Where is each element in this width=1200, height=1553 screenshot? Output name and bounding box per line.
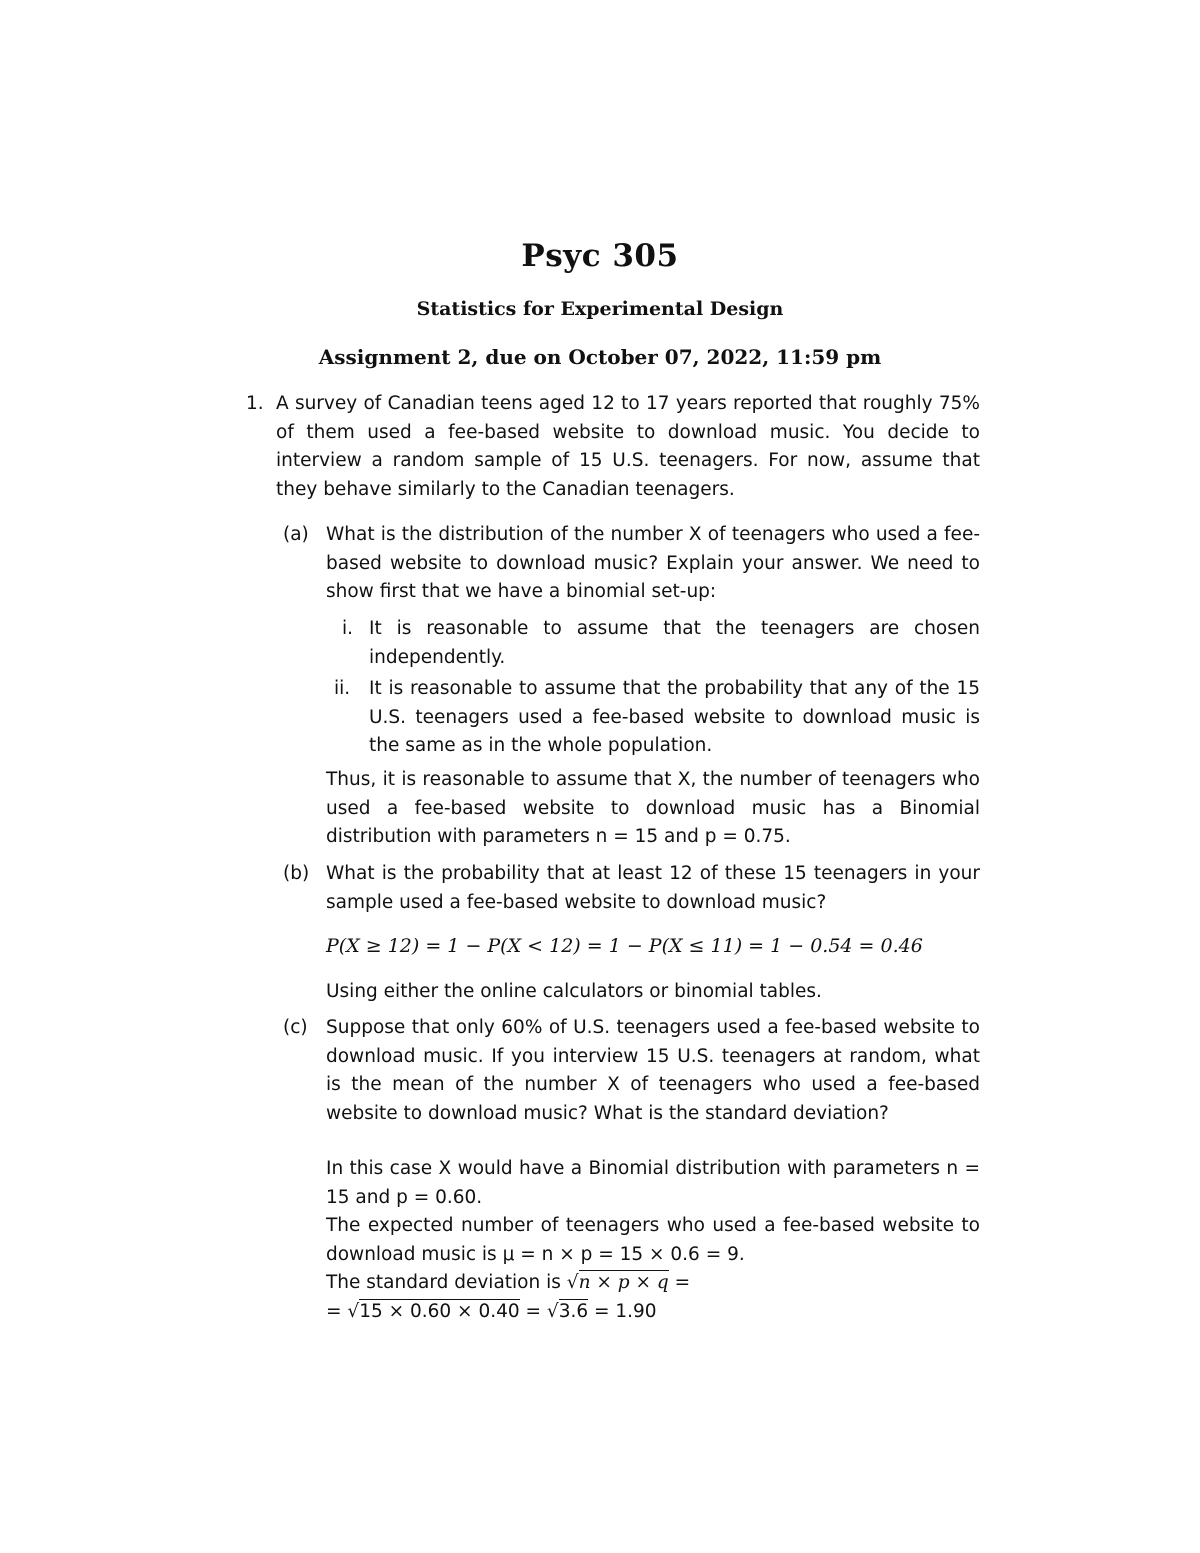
page-title: Psyc 305	[521, 238, 679, 274]
sd-root-2: 15 × 0.60 × 0.40	[359, 1301, 520, 1322]
part-a-question: What is the distribution of the number X of teenagers who used a fee-based website to download music? Explain your answer. We need to show first that we have a binomial set-up:	[326, 524, 980, 602]
part-c-label: (c)	[283, 1017, 308, 1038]
part-c-question: Suppose that only 60% of U.S. teenagers used a fee-based website to download music. If you interview 15 U.S. teenagers at random, what is the mean of the number X of teenagers who used a fee-based website to download music? What is the standard deviation?	[326, 1017, 980, 1124]
part-c-expected: The expected number of teenagers who used a fee-based website to download music is μ = n × p = 15 × 0.6 = 9.	[326, 1215, 980, 1265]
assignment-heading: Assignment 2, due on October 07, 2022, 11:59 pm	[318, 345, 882, 369]
sd-line2-prefix: =	[326, 1301, 348, 1322]
probability-equation: P(X ≥ 12) = 1 − P(X < 12) = 1 − P(X ≤ 11) = 1 − 0.54 = 0.46	[326, 935, 923, 957]
sd-eq: =	[668, 1272, 691, 1293]
question-text: A survey of Canadian teens aged 12 to 17 years reported that roughly 75% of them used a fee-based website to download music. You decide to interview a random sample of 15 U.S. teenagers. For now, assume that they behave similarly to the Canadian teenagers.	[276, 393, 980, 500]
sqrt-sign-icon: √	[347, 1301, 360, 1322]
sd-line-2	[326, 1298, 980, 1327]
part-c-case: In this case X would have a Binomial distribution with parameters n = 15 and p = 0.60.	[326, 1158, 980, 1208]
item-ii-label: ii.	[334, 678, 351, 699]
part-a-answer: Thus, it is reasonable to assume that X, the number of teenagers who used a fee-based website to download music has a Binomial distribution with parameters n = 15 and p = 0.75.	[326, 769, 980, 847]
sd-result: = 1.90	[588, 1301, 657, 1322]
sd-root-1: n × p × q	[578, 1272, 669, 1293]
sqrt-sign-icon: √	[566, 1272, 579, 1293]
part-a-label: (a)	[283, 524, 309, 545]
sqrt-sign-icon: √	[546, 1301, 559, 1322]
item-i-label: i.	[342, 618, 354, 639]
item-i-text: It is reasonable to assume that the teenagers are chosen independently.	[369, 618, 980, 668]
part-b-question: What is the probability that at least 12 of these 15 teenagers in your sample used a fee-based website to download music?	[326, 863, 980, 913]
question-number: 1.	[246, 393, 264, 414]
sd-mid: =	[519, 1301, 547, 1322]
course-subtitle: Statistics for Experimental Design	[416, 298, 784, 320]
sd-intro: The standard deviation is	[326, 1272, 567, 1293]
sd-root-3: 3.6	[558, 1301, 589, 1322]
part-b-note: Using either the online calculators or binomial tables.	[326, 981, 822, 1002]
item-ii-text: It is reasonable to assume that the probability that any of the 15 U.S. teenagers used a fee-based website to download music is the same as in the whole population.	[369, 678, 980, 756]
sd-line-1	[326, 1269, 980, 1298]
part-b-label: (b)	[283, 863, 310, 884]
